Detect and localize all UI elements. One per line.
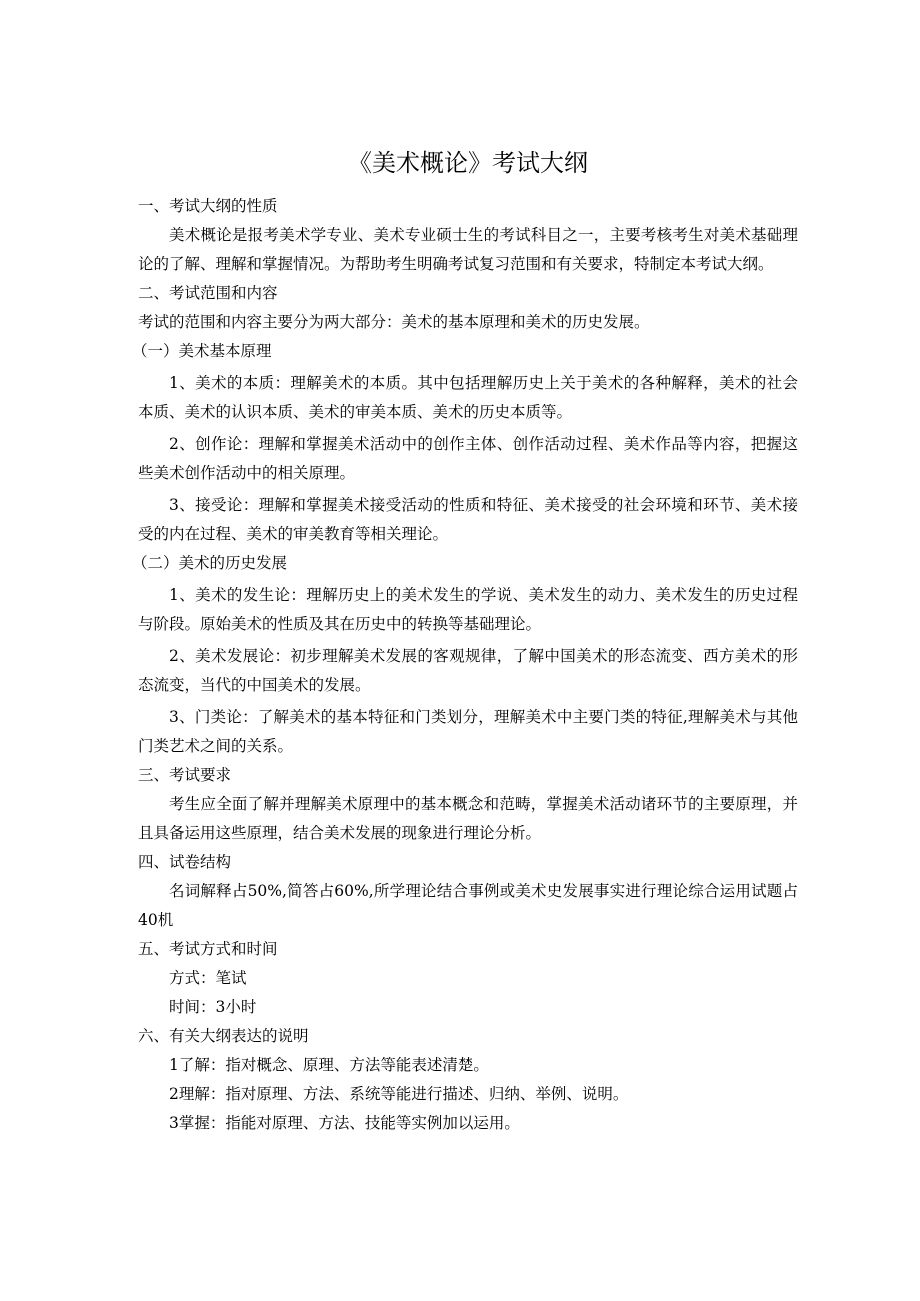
section-heading-method-time: 五、考试方式和时间: [138, 940, 278, 958]
list-item: 2理解：指对原理、方法、系统等能进行描述、归纳、举例、说明。: [169, 1085, 629, 1103]
section-heading-nature: 一、考试大纲的性质: [138, 197, 278, 215]
exam-time: 时间：3小时: [169, 998, 257, 1016]
section-heading-explanation: 六、有关大纲表达的说明: [138, 1027, 309, 1045]
exam-method: 方式：笔试: [169, 969, 247, 987]
list-item: 1了解：指对概念、原理、方法等能表述清楚。: [169, 1056, 489, 1074]
paragraph-scope-intro: 考试的范围和内容主要分为两大部分：美术的基本原理和美术的历史发展。: [138, 313, 650, 331]
list-item: 3掌握：指能对原理、方法、技能等实例加以运用。: [169, 1114, 520, 1132]
paragraph-structure: 名词解释占50%,简答占60%,所学理论结合事例或美术史发展事实进行理论综合运用试题占40机: [138, 882, 798, 929]
list-item: 2、创作论：理解和掌握美术活动中的创作主体、创作活动过程、美术作品等内容，把握这些美术创作活动中的相关原理。: [138, 435, 798, 482]
list-item: 1、美术的发生论：理解历史上的美术发生的学说、美术发生的动力、美术发生的历史过程与阶段。原始美术的性质及其在历史中的转换等基础理论。: [138, 586, 798, 633]
list-item: 3、接受论：理解和掌握美术接受活动的性质和特征、美术接受的社会环境和环节、美术接受的内在过程、美术的审美教育等相关理论。: [138, 496, 798, 543]
list-item: 2、美术发展论：初步理解美术发展的客观规律，了解中国美术的形态流变、西方美术的形态流变，当代的中国美术的发展。: [138, 647, 798, 694]
subsection-heading-principles: （一）美术基本原理: [132, 342, 272, 360]
list-item: 3、门类论：了解美术的基本特征和门类划分，理解美术中主要门类的特征,理解美术与其他门类艺术之间的关系。: [138, 708, 798, 755]
paragraph-nature: 美术概论是报考美术学专业、美术专业硕士生的考试科目之一，主要考核考生对美术基础理论的了解、理解和掌握情况。为帮助考生明确考试复习范围和有关要求，特制定本考试大纲。: [138, 226, 798, 273]
list-item: 1、美术的本质：理解美术的本质。其中包括理解历史上关于美术的各种解释，美术的社会本质、美术的认识本质、美术的审美本质、美术的历史本质等。: [138, 374, 798, 421]
paragraph-requirements: 考生应全面了解并理解美术原理中的基本概念和范畴，掌握美术活动诸环节的主要原理，并且具备运用这些原理，结合美术发展的现象进行理论分析。: [138, 795, 798, 842]
subsection-heading-history: （二）美术的历史发展: [132, 554, 288, 572]
section-heading-requirements: 三、考试要求: [138, 766, 232, 784]
document-page: [132, 148, 798, 1138]
section-heading-scope: 二、考试范围和内容: [138, 284, 278, 302]
section-heading-structure: 四、试卷结构: [138, 853, 232, 871]
document-title: 《美术概论》考试大纲: [348, 149, 588, 177]
